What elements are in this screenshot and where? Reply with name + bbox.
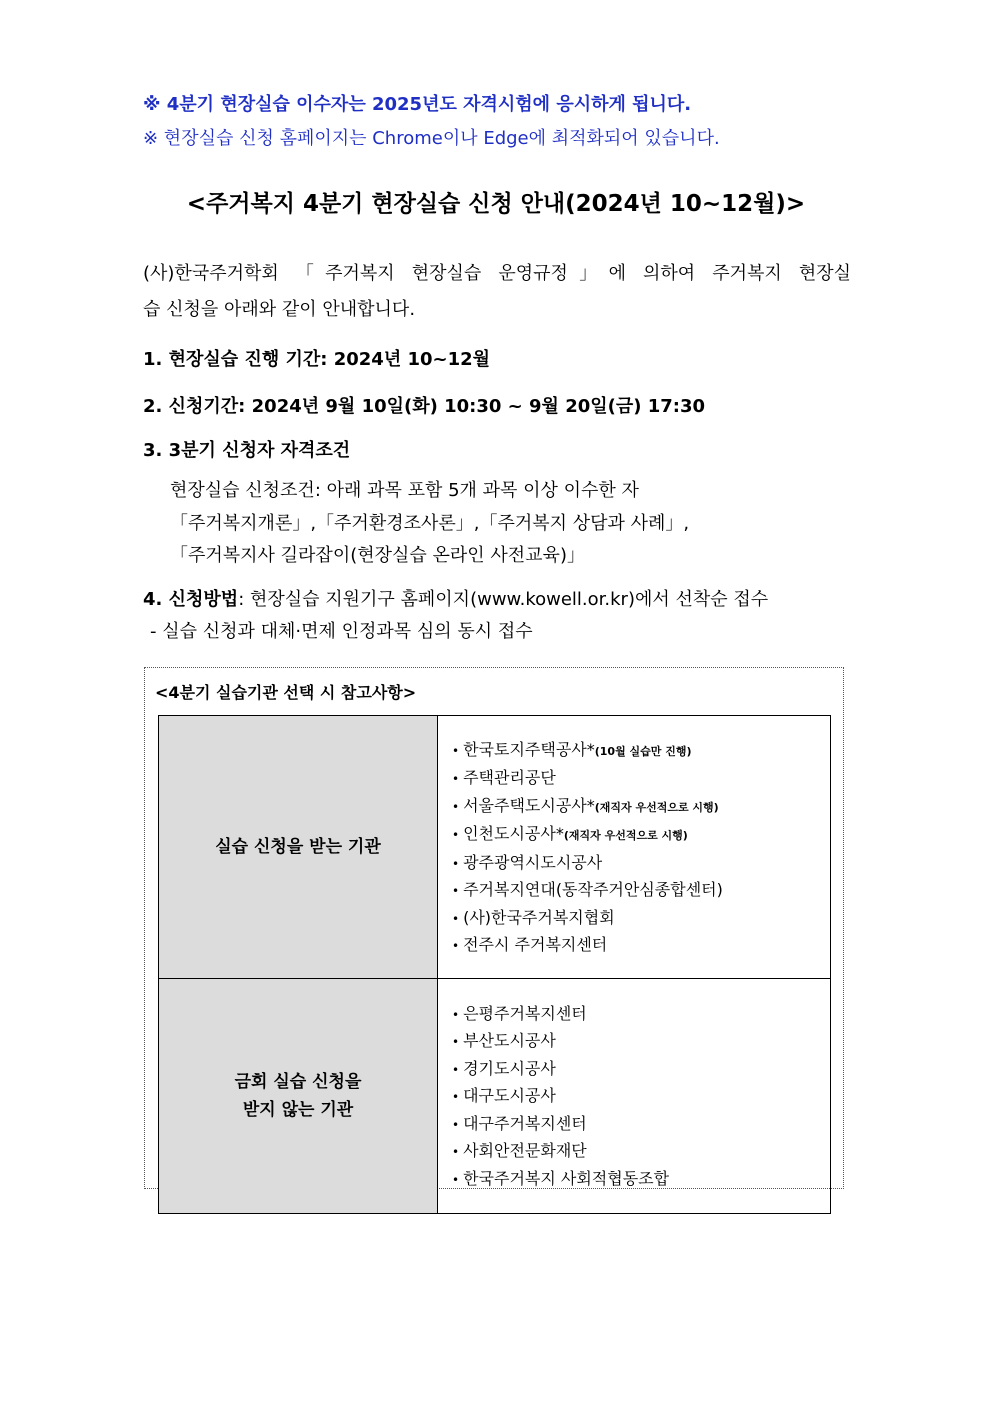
list-item [452,1028,830,1056]
intro-paragraph [143,256,851,328]
eligibility-courses-1: 「주거복지개론」,「주거환경조사론」,「주거복지 상담과 사례」, [170,513,690,534]
table-row-not-accepting [159,979,831,1214]
accepting-label [159,716,438,979]
application-method-label: 4. 신청방법 [143,589,239,610]
list-item [452,850,830,878]
list-item [452,1056,830,1084]
org-name: 대구주거복지센터 [463,1113,587,1133]
list-item [452,1166,830,1194]
org-name: 사회안전문화재단 [463,1141,587,1161]
org-name: 전주시 주거복지센터 [463,935,608,954]
list-item [452,737,830,766]
org-note: (재직자 우선적으로 시행) [594,800,719,814]
not-accepting-label [159,979,438,1214]
org-name: 은평주거복지센터 [463,1003,587,1023]
org-name: 대구도시공사 [463,1086,556,1106]
list-item [452,932,830,960]
not-accepting-label-line-1: 금회 실습 신청을 [234,1072,362,1092]
list-item [452,765,830,793]
bullet-icon: • [452,1145,460,1160]
institution-table [158,715,831,1214]
eligibility-courses-2: 「주거복지사 길라잡이(현장실습 온라인 사전교육)」 [170,545,585,566]
bullet-icon: • [452,1035,460,1050]
org-name: 주택관리공단 [463,768,556,787]
list-item [452,1111,830,1139]
org-name: 광주광역시도시공사 [463,852,603,872]
bullet-icon: • [452,1172,460,1187]
accepting-list-cell [438,716,831,979]
accepting-org-list [452,737,830,960]
notice-exam-year: ※ 4분기 현장실습 이수자는 2025년도 자격시험에 응시하게 됩니다. [143,94,692,115]
org-name: 경기도시공사 [463,1058,556,1078]
notice-browser: ※ 현장실습 신청 홈페이지는 Chrome이나 Edge에 최적화되어 있습니다. [143,128,720,149]
org-note: (10월 실습만 진행) [594,744,692,758]
section-application-period-text: 2. 신청기간: 2024년 9월 10일(화) 10:30 ~ 9월 20일(금) 17:30 [143,396,706,417]
bullet-icon: • [452,911,460,926]
not-accepting-label-line-2: 받지 않는 기관 [242,1100,354,1120]
application-method-note: - 실습 신청과 대체·면제 인정과목 심의 동시 접수 [150,621,533,642]
bullet-icon: • [452,743,460,758]
section-eligibility [143,436,350,462]
bullet-icon: • [452,856,460,871]
list-item [452,821,830,850]
list-item [452,1001,830,1029]
bullet-icon: • [452,1007,460,1022]
org-name: 서울주택도시공사* [463,795,595,815]
list-item [452,877,830,905]
intro-line-2: 습 신청을 아래와 같이 안내합니다. [143,299,416,320]
bullet-icon: • [452,828,460,842]
bullet-icon: • [452,1117,460,1132]
bullet-icon: • [452,884,460,898]
section-application-method [143,585,768,611]
eligibility-condition: 현장실습 신청조건: 아래 과목 포함 5개 과목 이상 이수한 자 [170,480,639,501]
org-name: 한국토지주택공사* [463,739,595,759]
section-application-period [143,392,705,418]
section-practice-period [143,345,490,371]
org-name: (사)한국주거복지협회 [463,907,615,927]
org-note: (재직자 우선적으로 시행) [563,829,688,842]
org-name: 인천도시공사* [463,824,564,843]
section-eligibility-text: 3. 3분기 신청자 자격조건 [143,440,351,461]
section-practice-period-text: 1. 현장실습 진행 기간: 2024년 10~12월 [143,349,491,370]
table-row-accepting [159,716,831,979]
bullet-icon: • [452,1090,460,1105]
reference-box [144,667,844,1189]
list-item [452,793,830,822]
accepting-label-line: 실습 신청을 받는 기관 [215,837,381,857]
bullet-icon: • [452,772,460,786]
org-name: 부산도시공사 [463,1031,556,1051]
bullet-icon: • [452,799,460,814]
list-item [452,905,830,933]
bullet-icon: • [452,1062,460,1077]
org-name: 주거복지연대(동작주거안심종합센터) [463,880,723,899]
reference-title: <4분기 실습기관 선택 시 참고사항> [155,683,417,702]
bullet-icon: • [452,939,460,953]
page-title: <주거복지 4분기 현장실습 신청 안내(2024년 10~12월)> [186,191,806,217]
application-method-text: : 현장실습 지원기구 홈페이지(www.kowell.or.kr)에서 선착순 접수 [238,589,769,610]
list-item [452,1083,830,1111]
list-item [452,1138,830,1166]
intro-line-1: (사)한국주거학회 「주거복지 현장실습 운영규정」에 의하여 주거복지 현장실 [143,263,851,284]
org-name: 한국주거복지 사회적협동조합 [463,1168,670,1188]
not-accepting-org-list [452,1001,830,1194]
not-accepting-list-cell [438,979,831,1214]
